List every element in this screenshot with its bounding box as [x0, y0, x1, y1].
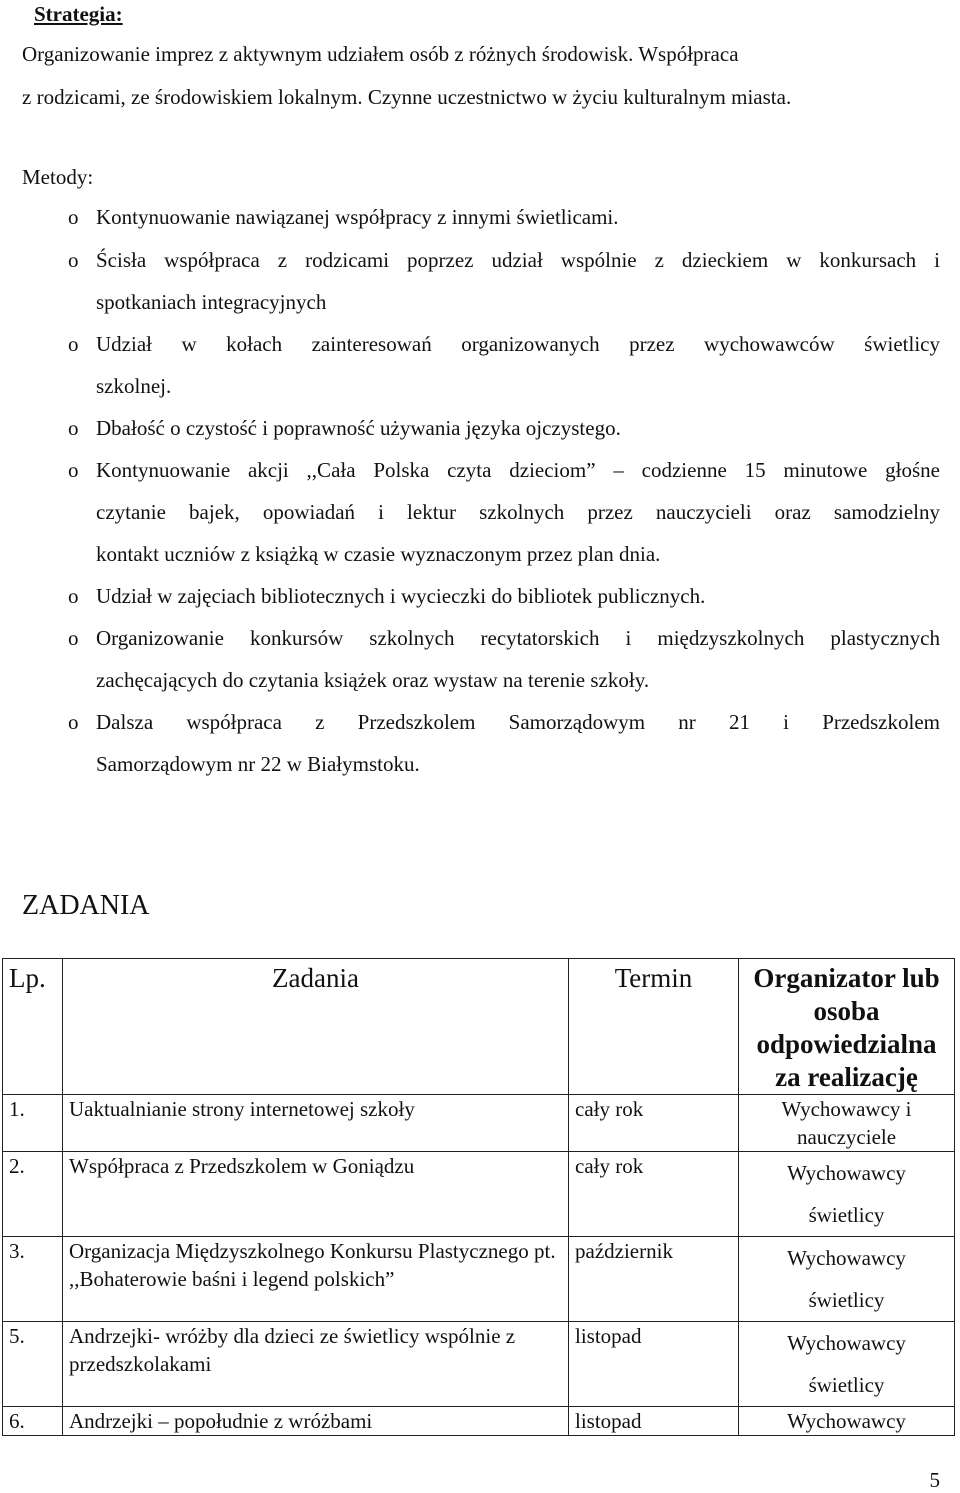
bullet-icon: o: [68, 248, 79, 272]
method-item-line: zachęcających do czytania książek oraz wystaw na terenie szkoły.: [96, 668, 650, 692]
bullet-icon: o: [68, 416, 79, 440]
organizer-line: Wychowawcy: [787, 1409, 906, 1433]
bullet-icon: o: [68, 458, 79, 482]
organizer-line: Wychowawcy: [787, 1246, 906, 1270]
method-item-line: kontakt uczniów z książką w czasie wyznaczonym przez plan dnia.: [96, 542, 661, 566]
strategy-line: z rodzicami, ze środowiskiem lokalnym. Czynne uczestnictwo w życiu kulturalnym miasta.: [22, 85, 792, 109]
method-item-line: Kontynuowanie akcji ,,Cała Polska czyta dzieciom” – codzienne 15 minutowe głośne: [96, 458, 940, 482]
strategy-heading: Strategia:: [34, 2, 123, 26]
table-row: [3, 1095, 955, 1152]
cell-term: cały rok: [569, 1095, 739, 1152]
cell-term: październik: [569, 1237, 739, 1322]
cell-organizer: [739, 1407, 955, 1436]
column-header-term: Termin: [569, 959, 739, 1095]
table-row: [3, 1237, 955, 1322]
method-item-line: Udział w kołach zainteresowań organizowanych przez wychowawców świetlicy: [96, 332, 940, 356]
tasks-table: [2, 958, 955, 1436]
cell-term: cały rok: [569, 1152, 739, 1237]
cell-term: listopad: [569, 1407, 739, 1436]
organizer-line: Wychowawcy: [787, 1331, 906, 1355]
column-header-organizer: Organizator lub osoba odpowiedzialna za realizację: [739, 959, 955, 1095]
cell-lp: 6.: [3, 1407, 63, 1436]
method-item-line: Organizowanie konkursów szkolnych recytatorskich i międzyszkolnych plastycznych: [96, 626, 940, 650]
cell-task: Andrzejki- wróżby dla dzieci ze świetlicy wspólnie z przedszkolakami: [63, 1322, 569, 1407]
cell-organizer: [739, 1152, 955, 1237]
cell-task: Andrzejki – popołudnie z wróżbami: [63, 1407, 569, 1436]
organizer-line: nauczyciele: [796, 1125, 897, 1149]
bullet-icon: o: [68, 710, 79, 734]
method-item-line: Samorządowym nr 22 w Białymstoku.: [96, 752, 420, 776]
cell-task: Uaktualnianie strony internetowej szkoły: [63, 1095, 569, 1152]
table-row: [3, 1152, 955, 1237]
column-header-task: Zadania: [63, 959, 569, 1095]
page-number: 5: [929, 1468, 940, 1492]
method-item-line: czytanie bajek, opowiadań i lektur szkolnych przez nauczycieli oraz samodzielny: [96, 500, 940, 524]
organizer-line: Wychowawcy: [787, 1161, 906, 1185]
organizer-line: świetlicy: [808, 1288, 885, 1312]
cell-organizer: [739, 1322, 955, 1407]
cell-organizer: [739, 1237, 955, 1322]
cell-lp: 3.: [3, 1237, 63, 1322]
cell-lp: 2.: [3, 1152, 63, 1237]
strategy-line: Organizowanie imprez z aktywnym udziałem osób z różnych środowisk. Współpraca: [22, 42, 739, 66]
table-row: [3, 1407, 955, 1436]
cell-task: Organizacja Międzyszkolnego Konkursu Plastycznego pt. ,,Bohaterowie baśni i legend polskich”: [63, 1237, 569, 1322]
method-item-line: Dalsza współpraca z Przedszkolem Samorządowym nr 21 i Przedszkolem: [96, 710, 940, 734]
organizer-line: świetlicy: [808, 1203, 885, 1227]
cell-term: listopad: [569, 1322, 739, 1407]
tasks-heading: ZADANIA: [22, 890, 150, 921]
cell-lp: 5.: [3, 1322, 63, 1407]
method-item-line: Dbałość o czystość i poprawność używania języka ojczystego.: [96, 416, 621, 440]
column-header-lp: Lp.: [3, 959, 63, 1095]
bullet-icon: o: [68, 205, 79, 229]
bullet-icon: o: [68, 584, 79, 608]
method-item-line: Udział w zajęciach bibliotecznych i wycieczki do bibliotek publicznych.: [96, 584, 706, 608]
cell-lp: 1.: [3, 1095, 63, 1152]
table-row: [3, 1322, 955, 1407]
methods-heading: Metody:: [22, 165, 94, 189]
cell-organizer: [739, 1095, 955, 1152]
organizer-line: Wychowawcy i: [781, 1097, 912, 1121]
cell-task: Współpraca z Przedszkolem w Goniądzu: [63, 1152, 569, 1237]
method-item-line: Ścisła współpraca z rodzicami poprzez udział wspólnie z dzieckiem w konkursach i: [96, 248, 940, 272]
method-item-line: Kontynuowanie nawiązanej współpracy z innymi świetlicami.: [96, 205, 619, 229]
method-item-line: szkolnej.: [96, 374, 172, 398]
method-item-line: spotkaniach integracyjnych: [96, 290, 327, 314]
bullet-icon: o: [68, 332, 79, 356]
table-header-row: [3, 959, 955, 1095]
bullet-icon: o: [68, 626, 79, 650]
organizer-line: świetlicy: [808, 1373, 885, 1397]
